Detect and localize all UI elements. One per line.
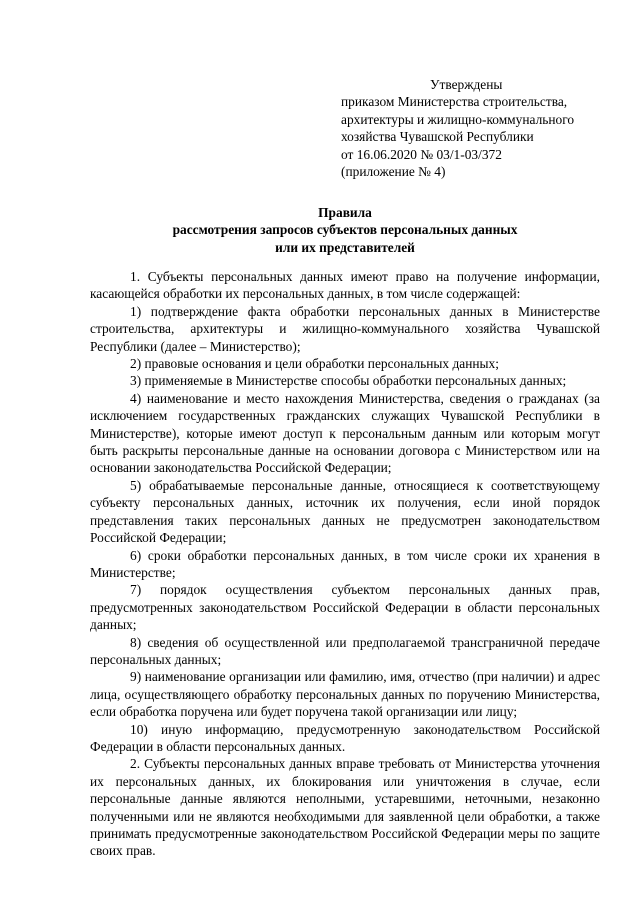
paragraph: 1. Субъекты персональных данных имеют право на получение информации, касающейся обработки их персональных данных, в том числе содержащей: (90, 269, 600, 302)
paragraph: 1) подтверждение факта обработки персональных данных в Министерстве строительства, архитектуры и жилищно-коммунального хозяйства Чувашской Республики (далее – Министерство); (90, 303, 600, 354)
paragraph: 4) наименование и место нахождения Министерства, сведения о гражданах (за исключением государственных гражданских служащих Чувашской Республики в Министерстве), которые имеют доступ к персональным данным или которым могут быть раскрыты персональные данные на основании договора с Министерством или на основании законодательства Российской Федерации; (90, 390, 600, 476)
approval-line: от 16.06.2020 № 03/1-03/372 (341, 146, 502, 162)
document-title (90, 204, 600, 256)
paragraph: 9) наименование организации или фамилию, имя, отчество (при наличии) и адрес лица, осуществляющего обработку персональных данных по поручению Министерства, если обработка поручена или будет поручена такой организации или лицу; (90, 669, 600, 720)
paragraph: 2) правовые основания и цели обработки персональных данных; (130, 356, 499, 372)
document-body (90, 268, 600, 860)
paragraph: 7) порядок осуществления субъектом персональных данных прав, предусмотренных законодательством Российской Федерации в области персональных данных; (90, 582, 600, 633)
approval-line: хозяйства Чувашской Республики (341, 129, 534, 145)
paragraph: 2. Субъекты персональных данных вправе требовать от Министерства уточнения их персональных данных, их блокирования или уничтожения в случае, если персональные данные являются неполными, устаревшими, неточными, незаконно полученными или не являются необходимыми для заявленной цели обработки, а также принимать предусмотренные законодательством Российской Федерации меры по защите своих прав. (90, 756, 600, 859)
approval-line: Утверждены (430, 77, 503, 92)
paragraph: 10) иную информацию, предусмотренную законодательством Российской Федерации в области персональных данных. (90, 721, 600, 754)
paragraph: 5) обрабатываемые персональные данные, относящиеся к соответствующему субъекту персональных данных, источник их получения, если иной порядок представления таких персональных данных не предусмотрен законодательством Российской Федерации; (90, 477, 600, 546)
approval-line: (приложение № 4) (341, 164, 446, 180)
approval-line: приказом Министерства строительства, (341, 94, 568, 110)
approval-block (341, 76, 611, 180)
title-line: или их представителей (275, 239, 415, 255)
paragraph: 8) сведения об осуществленной или предполагаемой трансграничной передаче персональных данных; (90, 634, 600, 667)
paragraph: 3) применяемые в Министерстве способы обработки персональных данных; (130, 373, 567, 389)
title-line: рассмотрения запросов субъектов персональных данных (172, 222, 518, 238)
approval-line: архитектуры и жилищно-коммунального (341, 111, 575, 127)
title-line: Правила (318, 205, 372, 220)
paragraph: 6) сроки обработки персональных данных, в том числе сроки их хранения в Министерстве; (90, 547, 600, 580)
